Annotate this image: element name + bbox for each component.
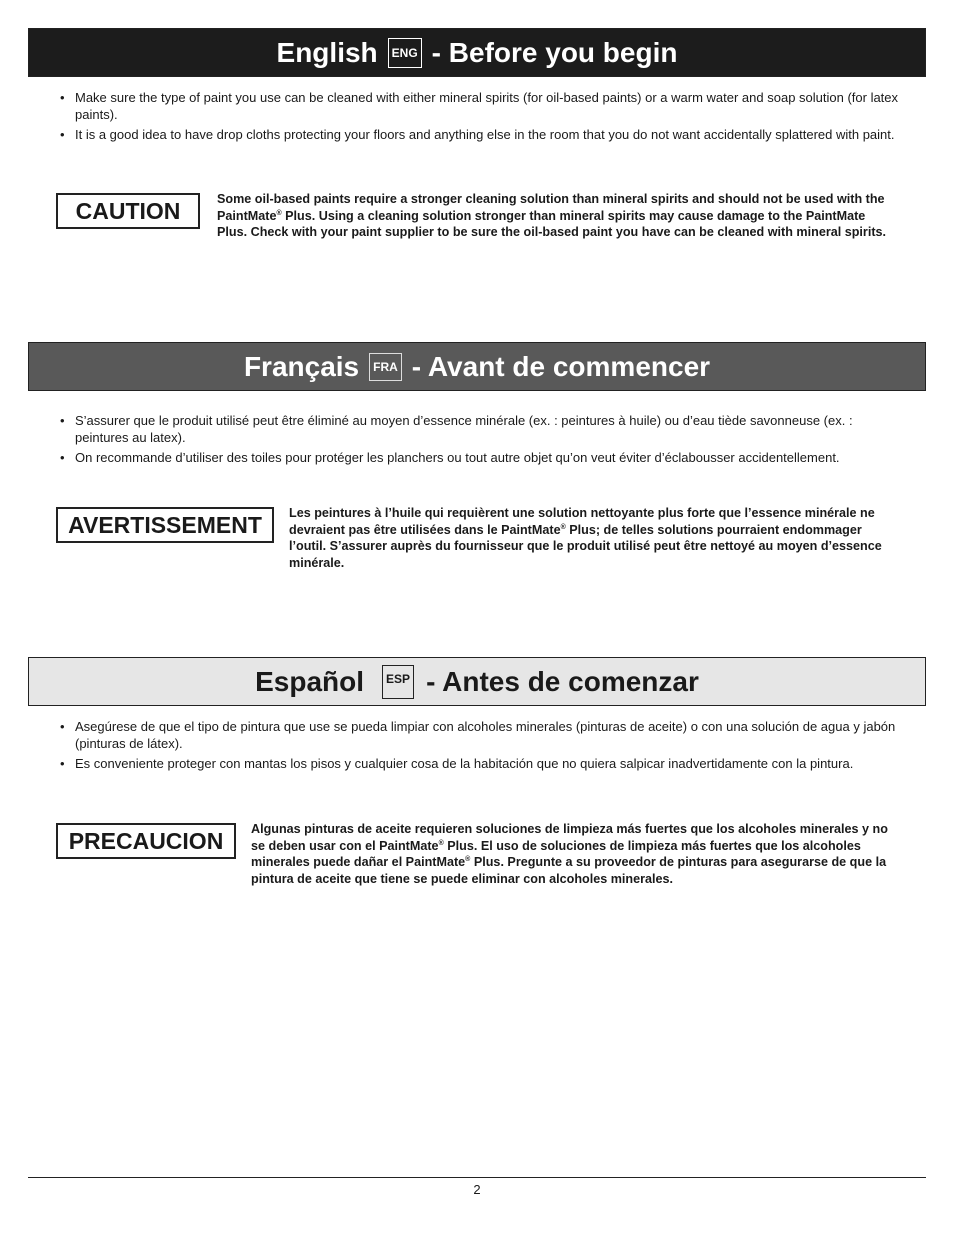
avertissement-text (289, 505, 889, 571)
english-title: English (276, 36, 378, 68)
caution-text-part: Plus. Using a cleaning solution stronger than mineral spirits may cause damage to the PaintMate Plus. Check with your paint supplier to be sure the oil-based paint you have can be cleaned with mineral spirits. (217, 208, 887, 239)
registered-mark: ® (465, 855, 471, 863)
list-item: • Make sure the type of paint you use can be cleaned with either mineral spirits (for oil-based paints) or a warm water and soap solution (for latex paints). (60, 89, 906, 123)
precaucion-label-box: PRECAUCION (56, 823, 236, 859)
spanish-subtitle: - Antes de comenzar (426, 665, 699, 697)
english-subtitle: - Before you begin (431, 36, 678, 68)
spanish-title: Español (255, 665, 365, 697)
caution-text (217, 191, 887, 241)
avertissement-text-part: Les peintures à l’huile qui requièrent une solution nettoyante plus forte que l’essence minérale ne devraient pas être utilisées dans le PaintMate (289, 506, 875, 537)
french-subtitle: - Avant de commencer (411, 350, 711, 382)
registered-mark: ® (276, 209, 282, 217)
list-item: • It is a good idea to have drop cloths protecting your floors and anything else in the room that you do not want accidentally splattered with paint. (60, 126, 906, 143)
caution-text-part: Some oil-based paints require a stronger cleaning solution than mineral spirits and should not be used with the PaintMate (217, 192, 885, 223)
english-bullet-list (60, 89, 906, 146)
page-number: 2 (473, 1182, 481, 1197)
spanish-section-header (28, 657, 926, 706)
caution-label-box: CAUTION (56, 193, 200, 229)
spanish-bullet-list (60, 718, 906, 775)
language-code-badge: ESP (382, 665, 414, 699)
avertissement-text-part: Plus; de telles solutions pourraient endommager l’outil. S’assurer auprès du fournisseur que le produit utilisé peut être nettoyé au moyen d’essence minérale. (289, 522, 882, 570)
list-item: • On recommande d’utiliser des toiles pour protéger les planchers ou tout autre objet qu’on veut éviter d’éclabousser accidentellement. (60, 449, 906, 466)
language-code-badge: ENG (388, 38, 422, 68)
precaucion-text-part: Plus. El uso de soluciones de limpieza más fuertes que los alcoholes minerales puede dañar el PaintMate (251, 838, 861, 869)
list-item: • Asegúrese de que el tipo de pintura que use se pueda limpiar con alcoholes minerales (pinturas de aceite) o con una solución de agua y jabón (pinturas de látex). (60, 718, 906, 752)
avertissement-label-box: AVERTISSEMENT (56, 507, 274, 543)
registered-mark: ® (560, 523, 566, 531)
french-section-header (28, 342, 926, 391)
precaucion-text-part: Plus. Pregunte a su proveedor de pinturas para asegurarse de que la pintura de aceite que tiene se puede eliminar con alcoholes minerales. (251, 855, 887, 886)
language-code-badge: FRA (369, 353, 402, 381)
list-item: • Es conveniente proteger con mantas los pisos y cualquier cosa de la habitación que no quiera salpicar inadvertidamente con la pintura. (60, 755, 906, 772)
french-title: Français (243, 350, 360, 382)
footer-divider (28, 1177, 926, 1178)
list-item: • S’assurer que le produit utilisé peut être éliminé au moyen d’essence minérale (ex. : peintures à huile) ou d’eau tiède savonneuse (ex. : peintures au latex). (60, 412, 906, 446)
registered-mark: ® (438, 839, 444, 847)
french-bullet-list (60, 412, 906, 469)
precaucion-text-part: Algunas pinturas de aceite requieren soluciones de limpieza más fuertes que los alcoholes minerales y no se deben usar con el PaintMate (251, 822, 888, 853)
english-section-header (28, 28, 926, 77)
precaucion-text (251, 821, 901, 887)
